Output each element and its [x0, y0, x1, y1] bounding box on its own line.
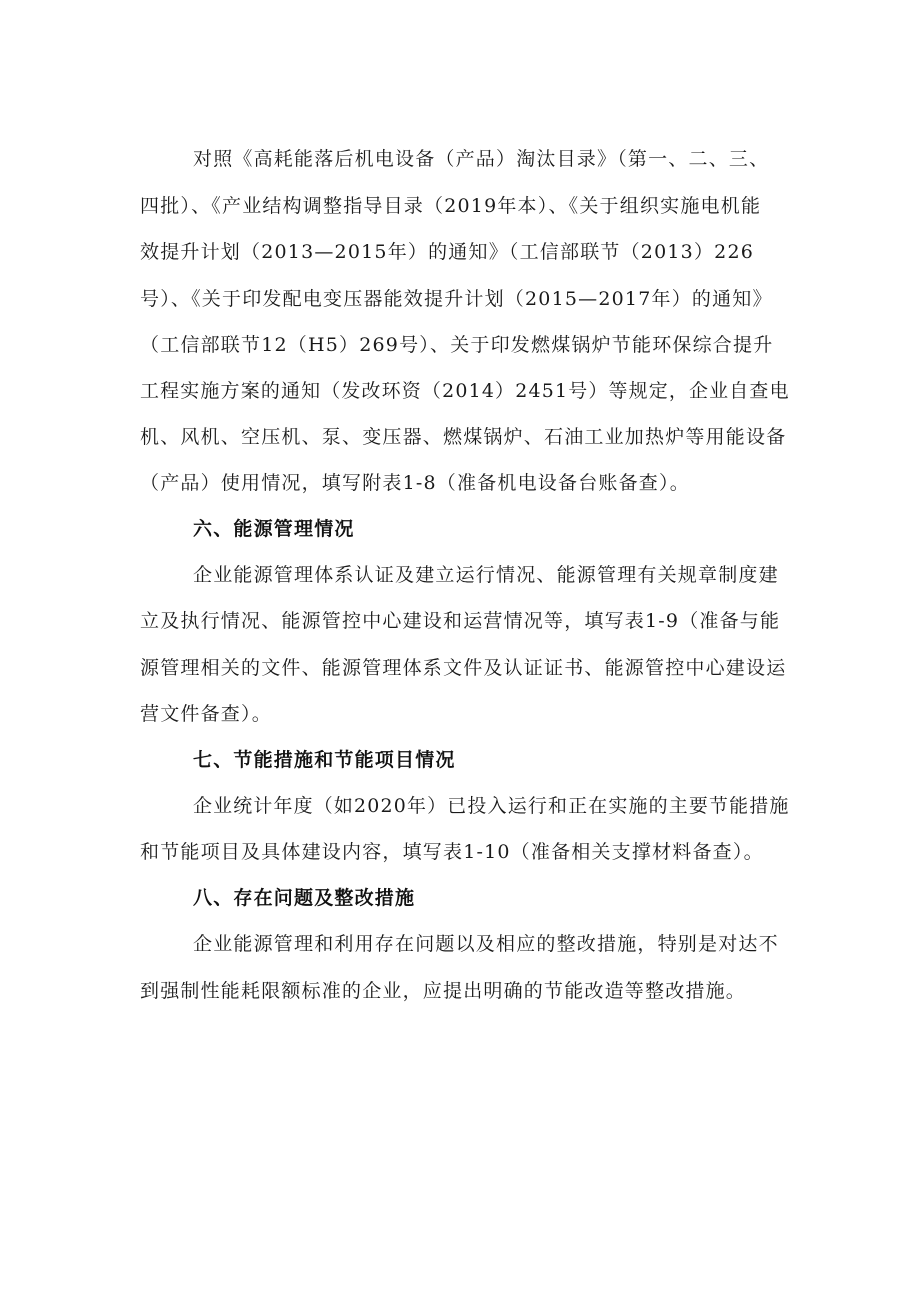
paragraph-line: 立及执行情况、能源管控中心建设和运营情况等，填写表1-9（准备与能 [140, 610, 781, 632]
paragraph-line: 源管理相关的文件、能源管理体系文件及认证证书、能源管控中心建设运 [140, 657, 787, 679]
paragraph-line: 四批）、《产业结构调整指导目录（2019年本）、《关于组织实施电机能 [140, 195, 762, 217]
paragraph-line: 到强制性能耗限额标准的企业，应提出明确的节能改造等整改措施。 [140, 980, 747, 1002]
paragraph-line: 工程实施方案的通知（发改环资（2014）2451号）等规定，企业自查电 [140, 380, 790, 402]
paragraph-line: 机、风机、空压机、泵、变压器、燃煤锅炉、石油工业加热炉等用能设备 [140, 426, 787, 448]
paragraph-line: 企业能源管理体系认证及建立运行情况、能源管理有关规章制度建 [193, 564, 779, 586]
section-heading-problems-rectification: 八、存在问题及整改措施 [193, 887, 416, 909]
paragraph-line: 号）、《关于印发配电变压器能效提升计划（2015—2017年）的通知》 [140, 288, 773, 310]
section-heading-energy-management: 六、能源管理情况 [193, 518, 355, 540]
paragraph-line: 企业能源管理和利用存在问题以及相应的整改措施，特别是对达不 [193, 933, 779, 955]
paragraph-line: （工信部联节12（H5）269号）、关于印发燃煤锅炉节能环保综合提升 [140, 334, 774, 356]
section-heading-energy-saving-measures: 七、节能措施和节能项目情况 [193, 749, 456, 771]
paragraph-line: 对照《高耗能落后机电设备（产品）淘汰目录》（第一、二、三、 [193, 148, 770, 170]
paragraph-line: 效提升计划（2013—2015年）的通知》（工信部联节（2013）226 [140, 241, 755, 263]
paragraph-line: （产品）使用情况，填写附表1-8（准备机电设备台账备查）。 [140, 472, 690, 494]
paragraph-line: 企业统计年度（如2020年）已投入运行和正在实施的主要节能措施 [193, 795, 790, 817]
paragraph-line: 营文件备查）。 [140, 703, 272, 725]
paragraph-line: 和节能项目及具体建设内容，填写表1-10（准备相关支撑材料备查）。 [140, 841, 764, 863]
